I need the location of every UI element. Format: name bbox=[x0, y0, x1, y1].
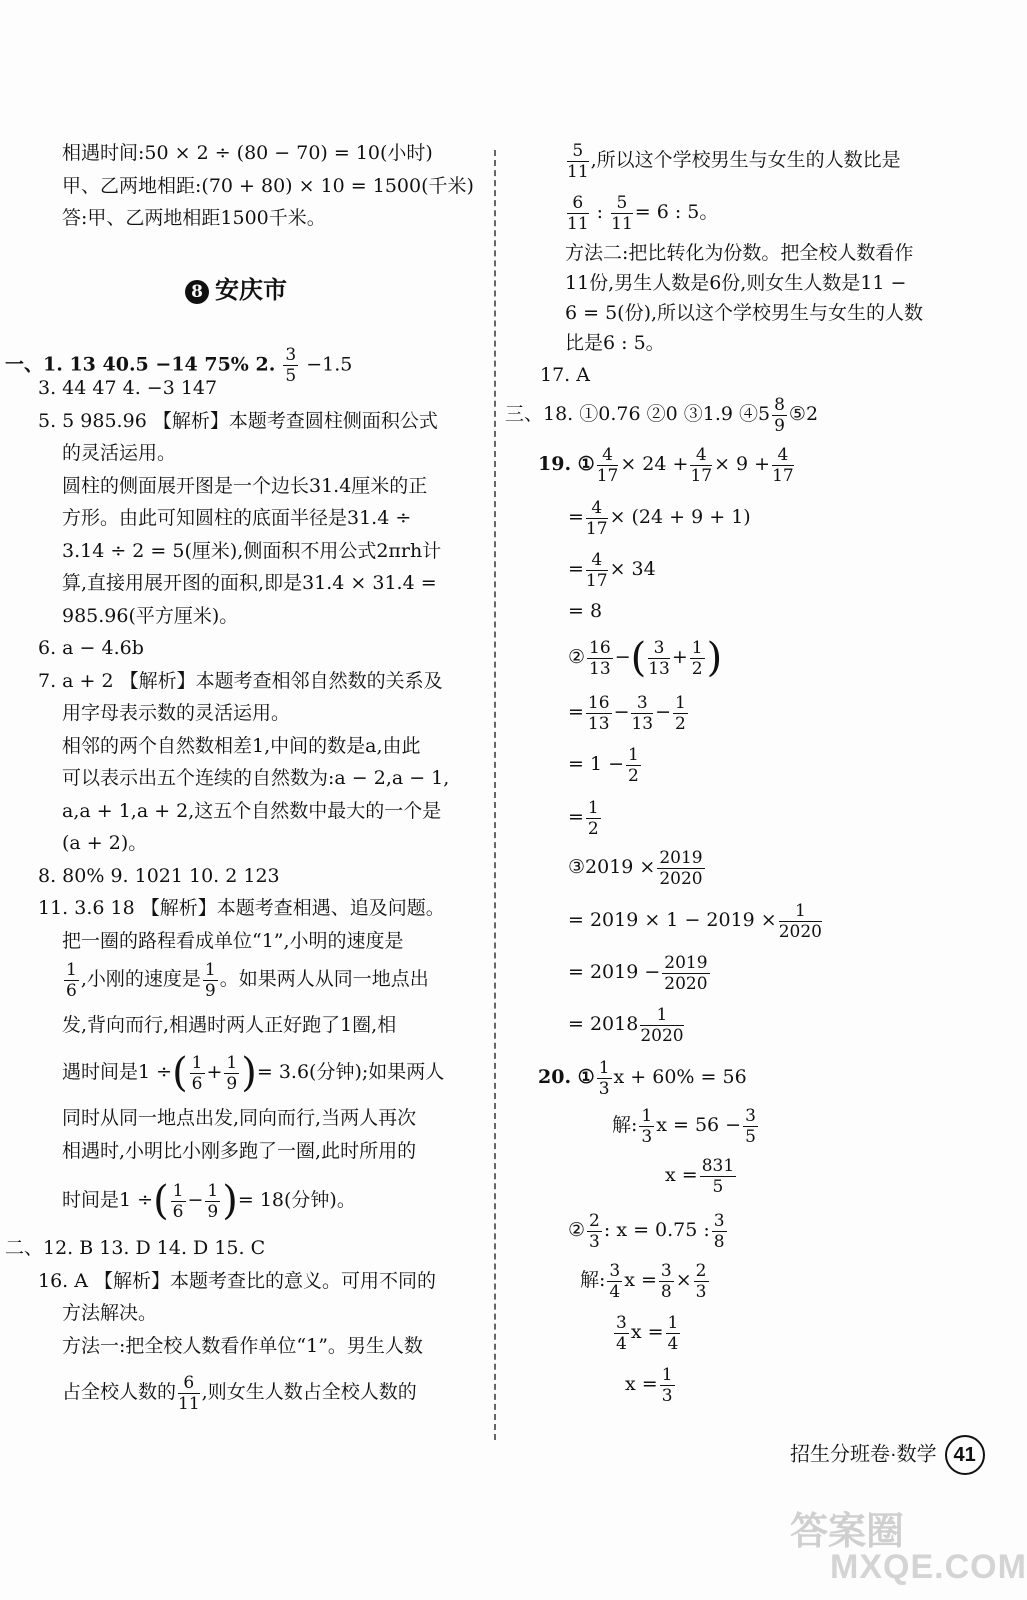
fraction: $\frac{1}{3}$ bbox=[661, 1364, 673, 1406]
section-number-badge: 8 bbox=[185, 280, 209, 304]
r-line-1: $\frac{5}{11}$ ,所以这个学校男生与女生的人数比是 bbox=[567, 140, 901, 182]
fraction: $\frac{1}{2}$ bbox=[691, 637, 703, 679]
q6-line: 6. a − 4.6b bbox=[38, 637, 144, 659]
q19-expr-10: = 2019 × 1 − 2019 × $\frac{1}{2020}$ bbox=[568, 900, 822, 942]
fraction: $\frac{4}{17}$ bbox=[772, 444, 794, 486]
q19-expr-6: = $\frac{16}{13}$ − $\frac{3}{13}$ − $\frac{1}{2}$ bbox=[568, 692, 686, 734]
q11-line-f: 同时从同一地点出发,同向而行,当两人再次 bbox=[62, 1107, 417, 1129]
fraction: $\frac{3}{13}$ bbox=[648, 637, 670, 679]
q11-line-c: $\frac{1}{6}$ ,小刚的速度是 $\frac{1}{9}$ 。如果两人从同一地点出 bbox=[66, 959, 429, 1001]
fraction: $\frac{6}{11}$ bbox=[178, 1372, 200, 1414]
watermark-url: MXQE.COM bbox=[830, 1548, 1027, 1586]
q11-line-e: 遇时间是1 ÷( $\frac{1}{6}$ + $\frac{1}{9}$ )= 3.6(分钟);如果两人 bbox=[62, 1050, 445, 1096]
q19-expr-11: = 2019 − $\frac{2019}{2020}$ bbox=[568, 952, 708, 994]
fraction: $\frac{4}{17}$ bbox=[585, 549, 608, 591]
meet-time-line: 相遇时间:50 × 2 ÷ (80 − 70) = 10(小时) bbox=[62, 142, 433, 164]
q19-expr-12: = 2018 $\frac{1}{2020}$ bbox=[568, 1004, 684, 1046]
q18-line: 三、18. ①0.76 ②0 ③1.9 ④5 $\frac{8}{9}$ ⑤2 bbox=[505, 394, 819, 436]
q8-line: 8. 80% 9. 1021 10. 2 123 bbox=[38, 865, 280, 887]
page-footer bbox=[790, 1435, 985, 1475]
footer-title: 招生分班卷·数学 bbox=[790, 1443, 937, 1466]
fraction: $\frac{6}{11}$ bbox=[567, 192, 589, 234]
page-number: 41 bbox=[945, 1435, 985, 1475]
fraction: $\frac{2}{3}$ bbox=[589, 1210, 600, 1252]
q20-equation-2: ② $\frac{2}{3}$ : x = 0.75 : $\frac{3}{8}$ bbox=[568, 1210, 725, 1252]
q7-line-d: 可以表示出五个连续的自然数为:a − 2,a − 1, bbox=[62, 767, 450, 789]
fraction: $\frac{3}{13}$ bbox=[631, 692, 654, 734]
q20-solution-1b: x = $\frac{831}{5}$ bbox=[665, 1155, 735, 1197]
q19-expr-2: = $\frac{4}{17}$ × (24 + 9 + 1) bbox=[568, 497, 751, 539]
q16-line-c: 方法一:把全校人数看作单位“1”。男生人数 bbox=[62, 1335, 423, 1357]
fraction: $\frac{1}{9}$ bbox=[226, 1052, 238, 1094]
q5-line-c: 圆柱的侧面展开图是一个边长31.4厘米的正 bbox=[62, 475, 428, 497]
q7-line-b: 用字母表示数的灵活运用。 bbox=[62, 702, 291, 724]
q7-line-a: 7. a + 2 【解析】本题考查相邻自然数的关系及 bbox=[38, 670, 443, 692]
q7-line-f: (a + 2)。 bbox=[62, 832, 148, 854]
fraction: $\frac{1}{2}$ bbox=[675, 692, 686, 734]
q20-solution-2c: x = $\frac{1}{3}$ bbox=[625, 1364, 673, 1406]
q20-solution-1a: 解: $\frac{1}{3}$ x = 56 − $\frac{3}{5}$ bbox=[612, 1105, 756, 1147]
fraction: $\frac{1}{3}$ bbox=[598, 1057, 610, 1099]
fraction: $\frac{1}{6}$ bbox=[191, 1052, 203, 1094]
q11-line-g: 相遇时,小明比小刚多跑了一圈,此时所用的 bbox=[62, 1140, 417, 1162]
fraction: $\frac{1}{9}$ bbox=[207, 1180, 219, 1222]
q1-line: 一、1. 13 40.5 −14 75% 2. $\frac{3}{5}$ −1.5 bbox=[5, 345, 353, 386]
section-title bbox=[185, 270, 287, 305]
r-line-5: 6 = 5(份),所以这个学校男生与女生的人数 bbox=[565, 302, 924, 324]
watermark-logo: 答案圈 bbox=[790, 1511, 905, 1553]
fraction: $\frac{4}{17}$ bbox=[596, 444, 619, 486]
q20-solution-2b: $\frac{3}{4}$ x = $\frac{1}{4}$ bbox=[616, 1312, 679, 1354]
r-line-4: 11份,男生人数是6份,则女生人数是11 − bbox=[565, 272, 907, 294]
fraction: $\frac{2019}{2020}$ bbox=[659, 847, 703, 889]
q11-line-d: 发,背向而行,相遇时两人正好跑了1圈,相 bbox=[62, 1014, 397, 1036]
q5-line-g: 985.96(平方厘米)。 bbox=[62, 605, 239, 627]
distance-line: 甲、乙两地相距:(70 + 80) × 10 = 1500(千米) bbox=[62, 175, 474, 197]
fraction: $\frac{4}{17}$ bbox=[690, 444, 713, 486]
section-name: 安庆市 bbox=[215, 275, 287, 304]
fraction: $\frac{831}{5}$ bbox=[701, 1155, 735, 1197]
q5-line-a: 5. 5 985.96 【解析】本题考查圆柱侧面积公式 bbox=[38, 410, 438, 432]
q20-solution-2a: 解: $\frac{3}{4}$ x = $\frac{3}{8}$ × $\frac{2}{3}$ bbox=[580, 1260, 707, 1302]
q20-equation-1: 20. ① $\frac{1}{3}$ x + 60% = 56 bbox=[538, 1057, 747, 1099]
fraction: $\frac{4}{17}$ bbox=[585, 497, 608, 539]
q5-line-f: 算,直接用展开图的面积,即是31.4 × 31.4 = bbox=[62, 572, 437, 594]
fraction: $\frac{1}{6}$ bbox=[172, 1180, 184, 1222]
q19-expr-8: = $\frac{1}{2}$ bbox=[568, 797, 599, 839]
q19-expr-9: ③2019 × $\frac{2019}{2020}$ bbox=[568, 847, 703, 889]
q16-line-d: 占全校人数的 $\frac{6}{11}$ ,则女生人数占全校人数的 bbox=[62, 1372, 417, 1414]
fraction: $\frac{1}{3}$ bbox=[641, 1105, 653, 1147]
q11-line-a: 11. 3.6 18 【解析】本题考查相遇、追及问题。 bbox=[38, 897, 445, 919]
q3-line: 3. 44 47 4. −3 147 bbox=[38, 377, 218, 399]
fraction: $\frac{1}{2020}$ bbox=[640, 1004, 684, 1046]
fraction: $\frac{2}{3}$ bbox=[695, 1260, 707, 1302]
fraction: $\frac{3}{5}$ bbox=[745, 1105, 756, 1147]
q19-expr-7: = 1 − $\frac{1}{2}$ bbox=[568, 744, 639, 786]
q12-line: 二、12. B 13. D 14. D 15. C bbox=[5, 1237, 266, 1259]
fraction: $\frac{3}{8}$ bbox=[713, 1210, 725, 1252]
fraction: $\frac{3}{8}$ bbox=[660, 1260, 672, 1302]
fraction: $\frac{5}{11}$ bbox=[567, 140, 589, 182]
q19-expr-3: = $\frac{4}{17}$ × 34 bbox=[568, 549, 656, 591]
q16-line-b: 方法解决。 bbox=[62, 1302, 158, 1324]
q7-line-e: a,a + 1,a + 2,这五个自然数中最大的一个是 bbox=[62, 800, 442, 822]
q5-line-d: 方形。由此可知圆柱的底面半径是31.4 ÷ bbox=[62, 507, 412, 529]
fraction: $\frac{1}{4}$ bbox=[667, 1312, 679, 1354]
fraction: $\frac{3}{4}$ bbox=[616, 1312, 627, 1354]
q7-line-c: 相邻的两个自然数相差1,中间的数是a,由此 bbox=[62, 735, 421, 757]
q11-line-h: 时间是1 ÷( $\frac{1}{6}$ − $\frac{1}{9}$ )= 18(分钟)。 bbox=[62, 1178, 356, 1224]
q19-expr-1: 19. ① $\frac{4}{17}$ × 24 + $\frac{4}{17}$ × 9 + $\frac{4}{17}$ bbox=[538, 444, 794, 486]
q11-line-b: 把一圈的路程看成单位“1”,小明的速度是 bbox=[62, 930, 404, 952]
fraction: $\frac{1}{2020}$ bbox=[778, 900, 822, 942]
fraction: $\frac{2019}{2020}$ bbox=[664, 952, 708, 994]
fraction: $\frac{1}{9}$ bbox=[204, 959, 216, 1001]
r-line-2: $\frac{6}{11}$ : $\frac{5}{11}$ = 6 : 5。 bbox=[567, 192, 719, 234]
fraction: $\frac{16}{13}$ bbox=[587, 692, 610, 734]
fraction: $\frac{1}{2}$ bbox=[587, 797, 599, 839]
q16-line-a: 16. A 【解析】本题考查比的意义。可用不同的 bbox=[38, 1270, 437, 1292]
fraction: $\frac{16}{13}$ bbox=[589, 637, 611, 679]
fraction: $\frac{1}{6}$ bbox=[66, 959, 77, 1001]
q19-expr-5: ② $\frac{16}{13}$ −( $\frac{3}{13}$ + $\frac{1}{2}$ ) bbox=[568, 635, 723, 681]
fraction: $\frac{3}{4}$ bbox=[609, 1260, 621, 1302]
answer-line: 答:甲、乙两地相距1500千米。 bbox=[62, 207, 326, 229]
q5-line-b: 的灵活运用。 bbox=[62, 442, 177, 464]
q19-result-1: = 8 bbox=[568, 600, 603, 622]
q17-line: 17. A bbox=[540, 364, 590, 386]
fraction: $\frac{1}{2}$ bbox=[628, 744, 639, 786]
r-line-3: 方法二:把比转化为份数。把全校人数看作 bbox=[565, 242, 914, 264]
column-divider bbox=[494, 150, 496, 1440]
fraction: $\frac{8}{9}$ bbox=[774, 394, 785, 436]
fraction: $\frac{3}{5}$ bbox=[285, 345, 297, 386]
q5-line-e: 3.14 ÷ 2 = 5(厘米),侧面积不用公式2πrh计 bbox=[62, 540, 442, 562]
r-line-6: 比是6 : 5。 bbox=[565, 332, 665, 354]
fraction: $\frac{5}{11}$ bbox=[611, 192, 633, 234]
